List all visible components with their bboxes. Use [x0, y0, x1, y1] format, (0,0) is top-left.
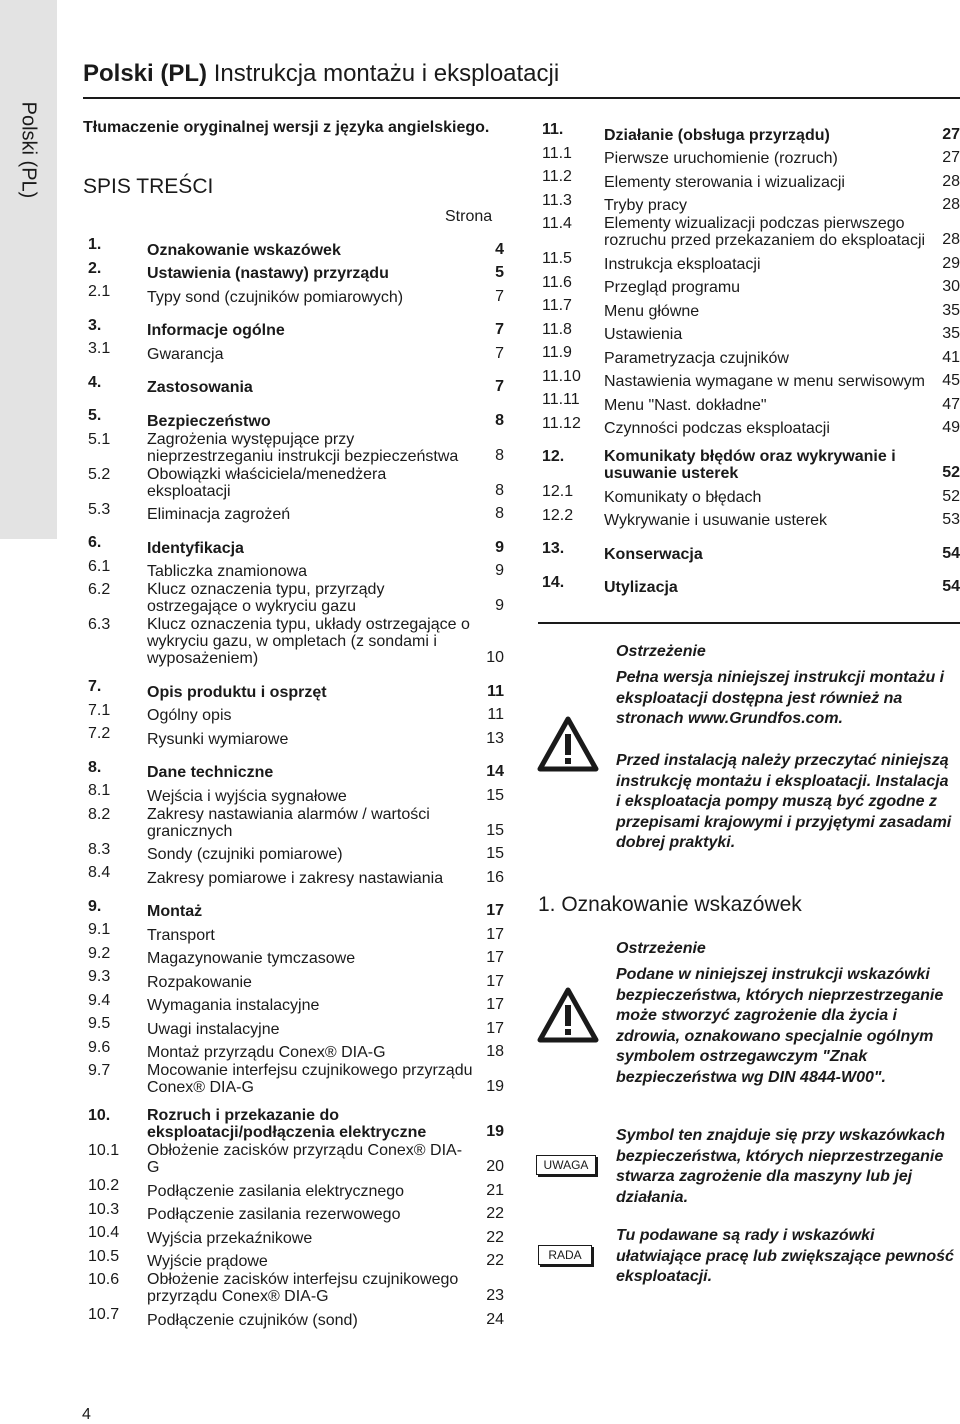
toc-entry-number: 3. [88, 316, 102, 334]
toc-entry[interactable] [542, 168, 960, 192]
toc-entry[interactable] [542, 121, 960, 145]
toc-entry-page: 35 [942, 325, 960, 342]
toc-entry-number: 9.3 [88, 968, 111, 985]
toc-entry-number: 5. [88, 407, 102, 424]
toc-entry-page: 15 [486, 786, 504, 804]
toc-entry-title: Czynności podczas eksploatacji [604, 420, 830, 437]
toc-entry[interactable] [88, 1201, 504, 1225]
toc-entry[interactable] [88, 1062, 504, 1097]
toc-entry-title: Zakresy nastawiania alarmów / wartości granicznych [147, 805, 430, 840]
toc-entry-title: Wejścia i wyjścia sygnałowe [147, 787, 347, 805]
toc-entry-title: Rozruch i przekazanie do eksploatacji/podłączenia elektryczne [147, 1107, 427, 1141]
toc-entry-page: 22 [486, 1228, 504, 1246]
toc-entry-page: 27 [942, 149, 960, 166]
toc-entry-title: Informacje ogólne [147, 322, 285, 339]
toc-entry-page: 9 [495, 538, 504, 556]
toc-entry-title: Menu główne [604, 302, 700, 320]
toc-entry-title: Utylizacja [604, 579, 678, 596]
toc-entry-title: Ustawienia [604, 326, 683, 343]
toc-entry[interactable] [542, 344, 960, 368]
toc-entry-title: Klucz oznaczenia typu, układy ostrzegające o wykryciu gazu, w ompletach (z sondami i wyposażeniem) [147, 616, 470, 667]
toc-entry-title: Nastawienia wymagane w menu serwisowym [604, 373, 926, 390]
toc-entry[interactable] [542, 215, 960, 250]
toc-entry-page: 45 [942, 372, 960, 389]
toc-entry-number: 9.1 [88, 921, 111, 938]
toc-entry-title: Typy sond (czujników pomiarowych) [147, 288, 404, 306]
toc-entry-title: Eliminacja zagrożeń [147, 506, 291, 523]
toc-entry-page: 28 [942, 172, 960, 190]
toc-entry-number: 5.1 [88, 430, 111, 448]
toc-entry[interactable] [542, 274, 960, 298]
toc-entry-title: Transport [147, 926, 215, 944]
page-title-language: Polski (PL) [83, 60, 208, 87]
toc-right-column [542, 121, 960, 597]
warning-triangle-icon [537, 716, 599, 772]
toc-entry-title: Instrukcja eksploatacji [604, 255, 761, 273]
toc-entry[interactable] [88, 702, 504, 726]
toc-entry[interactable] [88, 806, 504, 841]
toc-entry-page: 9 [495, 597, 504, 614]
toc-entry-title: Wykrywanie i usuwanie usterek [604, 512, 828, 529]
toc-entry[interactable] [542, 574, 960, 598]
toc-entry-title: Przegląd programu [604, 279, 741, 296]
toc-entry-title: Obłożenie zacisków interfejsu czujnikowego przyrządu Conex® DIA-G [147, 1271, 459, 1305]
toc-entry-title: Wymagania instalacyjne [147, 997, 320, 1014]
toc-entry-number: 11.9 [542, 344, 572, 361]
toc-entry-number: 12.2 [542, 506, 574, 524]
toc-entry-title: Pierwsze uruchomienie (rozruch) [604, 150, 838, 167]
toc-entry-title: Bezpieczeństwo [147, 412, 271, 430]
toc-entry-title: Ogólny opis [147, 707, 232, 724]
toc-entry-number: 9.5 [88, 1015, 111, 1032]
toc-entry[interactable] [542, 507, 960, 531]
toc-entry-page: 11 [487, 706, 504, 723]
toc-entry-number: 7. [88, 678, 102, 695]
toc-entry-page: 27 [942, 125, 960, 143]
toc-entry-page: 22 [486, 1205, 504, 1222]
toc-entry-number: 11.2 [542, 168, 572, 185]
toc-entry-title: Zastosowania [147, 379, 253, 396]
toc-entry[interactable] [88, 431, 504, 466]
page-number: 4 [82, 1406, 91, 1423]
toc-entry-number: 2.1 [88, 283, 111, 300]
toc-entry-number: 11.1 [542, 144, 572, 162]
toc-entry-number: 10.5 [88, 1247, 120, 1265]
toc-entry-title: Opis produktu i osprzęt [147, 683, 327, 701]
toc-entry[interactable] [88, 616, 504, 668]
toc-entry-page: 17 [486, 1019, 504, 1037]
toc-entry-page: 17 [486, 949, 504, 966]
toc-entry-page: 23 [486, 1287, 504, 1304]
toc-entry-number: 11.10 [542, 367, 581, 385]
toc-entry[interactable] [88, 466, 504, 501]
toc-entry-title: Konserwacja [604, 545, 703, 563]
toc-entry[interactable] [88, 968, 504, 992]
side-tab-label: Polski (PL) [17, 101, 40, 199]
rada-label: RADA [538, 1245, 592, 1265]
toc-entry[interactable] [88, 1306, 504, 1330]
toc-entry[interactable] [88, 1177, 504, 1201]
toc-entry[interactable] [542, 145, 960, 169]
toc-entry[interactable] [542, 297, 960, 321]
toc-entry-number: 9.7 [88, 1062, 111, 1079]
toc-entry-page: 16 [486, 868, 504, 886]
toc-entry-page: 20 [486, 1158, 504, 1175]
toc-entry-page: 19 [486, 1123, 504, 1140]
toc-entry-page: 21 [486, 1181, 504, 1199]
toc-entry-page: 49 [942, 419, 960, 436]
toc-entry-title: Zagrożenia występujące przy nieprzestrzeganiu instrukcji bezpieczeństwa [147, 430, 459, 465]
toc-entry[interactable] [542, 250, 960, 274]
toc-entry-title: Tryby pracy [604, 197, 687, 214]
toc-entry[interactable] [542, 540, 960, 564]
toc-entry[interactable] [542, 321, 960, 345]
toc-entry-title: Obłożenie zacisków przyrządu Conex® DIA-G [147, 1142, 463, 1176]
toc-entry-title: Elementy wizualizacji podczas pierwszego rozruchu przed przekazaniem do eksploatacji [604, 215, 926, 249]
toc-entry-number: 9. [88, 897, 102, 915]
toc-entry[interactable] [88, 945, 504, 969]
toc-entry-number: 10. [88, 1107, 111, 1124]
toc-entry-number: 9.4 [88, 991, 111, 1009]
toc-entry-page: 22 [486, 1252, 504, 1269]
toc-entry-title: Ustawienia (nastawy) przyrządu [147, 265, 389, 282]
toc-entry-title: Komunikaty o błędach [604, 488, 762, 506]
toc-entry[interactable] [88, 558, 504, 582]
toc-entry[interactable] [88, 1224, 504, 1248]
toc-entry[interactable] [88, 1142, 504, 1177]
toc-entry-title: Dane techniczne [147, 764, 274, 781]
toc-entry[interactable] [88, 581, 504, 616]
toc-entry-page: 18 [486, 1043, 504, 1060]
toc-entry-number: 9.2 [88, 944, 111, 962]
toc-entry[interactable] [88, 501, 504, 525]
toc-entry[interactable] [88, 782, 504, 806]
toc-entry-page: 17 [486, 925, 504, 943]
side-language-tab [0, 0, 57, 539]
toc-entry-page: 8 [495, 505, 504, 522]
toc-entry[interactable] [88, 407, 504, 431]
toc-entry-title: Rozpakowanie [147, 973, 252, 991]
toc-entry-page: 15 [486, 845, 504, 862]
toc-entry-page: 17 [486, 996, 504, 1013]
toc-entry-number: 3.1 [88, 340, 111, 357]
toc-entry-page: 24 [486, 1310, 504, 1328]
toc-entry-number: 5.2 [88, 465, 111, 483]
toc-entry-number: 10.6 [88, 1271, 120, 1288]
toc-entry[interactable] [88, 841, 504, 865]
warning-triangle-icon [537, 987, 599, 1043]
toc-entry-title: Wyjścia przekaźnikowe [147, 1229, 313, 1247]
title-rule [83, 97, 960, 99]
toc-entry[interactable] [88, 374, 504, 398]
toc-entry-number: 1. [88, 236, 102, 253]
toc-entry-title: Parametryzacja czujników [604, 349, 789, 367]
warning-text-fullversion: Pełna wersja niniejszej instrukcji montażu i eksploatacji dostępna jest również na stronach www.Grundfos.com. [616, 669, 945, 727]
toc-entry-page: 28 [942, 231, 960, 248]
page-column-header: Strona [445, 208, 493, 225]
toc-end-rule [538, 622, 960, 624]
toc-entry-number: 12.1 [542, 483, 574, 500]
toc-entry-title: Komunikaty błędów oraz wykrywanie i usuwanie usterek [604, 448, 896, 482]
toc-entry-number: 6. [88, 534, 102, 551]
toc-entry-page: 8 [495, 481, 504, 499]
section-heading: 1. Oznakowanie wskazówek [538, 893, 802, 916]
toc-entry-title: Magazynowanie tymczasowe [147, 950, 356, 967]
toc-entry[interactable] [88, 283, 504, 307]
toc-entry-number: 8.2 [88, 805, 111, 823]
toc-entry-number: 8. [88, 758, 102, 776]
toc-entry-number: 10.1 [88, 1142, 120, 1159]
toc-entry-number: 10.2 [88, 1177, 120, 1194]
uwaga-label: UWAGA [536, 1155, 596, 1175]
toc-entry-number: 11.11 [542, 391, 580, 408]
toc-entry-number: 8.3 [88, 840, 111, 858]
toc-entry-page: 15 [486, 821, 504, 839]
warning-text-safety: Podane w niniejszej instrukcji wskazówki bezpieczeństwa, których nieprzestrzeganie może stworzyć zagrożenie dla życia i zdrowia, oznakowano specjalnie ogólnym symbolem ostrzegawczym "Znak bezpieczeństwa wg DIN 4844-W00". [616, 966, 944, 1086]
toc-entry-number: 11.6 [542, 273, 572, 291]
toc-entry-number: 6.2 [88, 581, 111, 598]
toc-entry-page: 29 [942, 254, 960, 272]
toc-entry-page: 7 [495, 378, 504, 395]
toc-entry-page: 11 [487, 682, 504, 700]
toc-entry-page: 17 [486, 902, 504, 919]
toc-entry-number: 4. [88, 373, 102, 391]
toc-entry-page: 53 [942, 511, 960, 528]
toc-entry-title: Wyjście prądowe [147, 1253, 268, 1270]
toc-entry-page: 19 [486, 1078, 504, 1095]
toc-entry-title: Elementy sterowania i wizualizacji [604, 173, 845, 191]
toc-entry-page: 52 [942, 487, 960, 505]
toc-entry[interactable] [542, 192, 960, 216]
toc-entry-number: 7.2 [88, 725, 111, 742]
toc-entry-page: 4 [495, 240, 504, 258]
toc-left-column [88, 236, 504, 1330]
toc-entry-number: 8.4 [88, 864, 111, 881]
toc-entry-page: 7 [495, 287, 504, 305]
toc-entry[interactable] [88, 317, 504, 341]
toc-entry[interactable] [88, 921, 504, 945]
toc-entry-title: Działanie (obsługa przyrządu) [604, 126, 830, 144]
toc-entry-number: 5.3 [88, 500, 111, 518]
toc-entry-number: 14. [542, 573, 565, 591]
toc-entry[interactable] [88, 898, 504, 922]
toc-entry-number: 11. [542, 121, 564, 138]
toc-entry-title: Oznakowanie wskazówek [147, 241, 341, 259]
rada-text: Tu podawane są rady i wskazówki ułatwiające pracę lub zwiększające pewność eksploatacji. [616, 1227, 954, 1285]
toc-entry-title: Klucz oznaczenia typu, przyrządy ostrzegające o wykryciu gazu [147, 581, 385, 615]
toc-entry-page: 14 [486, 763, 504, 780]
toc-entry[interactable] [88, 864, 504, 888]
toc-entry-title: Rysunki wymiarowe [147, 730, 289, 748]
toc-entry-title: Identyfikacja [147, 539, 244, 557]
toc-entry[interactable] [88, 1271, 504, 1306]
uwaga-text: Symbol ten znajduje się przy wskazówkach bezpieczeństwa, których nieprzestrzeganie stwarza zagrożenie dla maszyny lub jej działania. [616, 1127, 945, 1206]
toc-entry[interactable] [88, 992, 504, 1016]
toc-entry-title: Zakresy pomiarowe i zakresy nastawiania [147, 869, 444, 887]
toc-entry[interactable] [88, 759, 504, 783]
warning-title: Ostrzeżenie [616, 643, 706, 660]
toc-entry-number: 9.6 [88, 1038, 111, 1056]
toc-entry-title: Montaż [147, 903, 203, 920]
toc-entry-page: 7 [495, 321, 504, 338]
toc-entry[interactable] [542, 415, 960, 439]
toc-entry[interactable] [542, 368, 960, 392]
toc-entry-page: 5 [495, 264, 504, 281]
toc-entry-number: 10.7 [88, 1306, 120, 1323]
toc-entry-number: 11.4 [542, 215, 572, 232]
toc-entry-number: 10.3 [88, 1200, 120, 1218]
toc-entry-page: 54 [942, 578, 960, 595]
toc-entry-title: Gwarancja [147, 345, 224, 363]
toc-entry-number: 13. [542, 540, 565, 557]
toc-entry[interactable] [88, 1107, 504, 1142]
toc-entry[interactable] [88, 340, 504, 364]
toc-entry[interactable] [88, 1015, 504, 1039]
page-title [83, 60, 559, 88]
warning-text-install: Przed instalacją należy przeczytać niniejszą instrukcję montażu i eksploatacji. Instalacja i eksploatacja pompy muszą być zgodne z przepisami krajowymi i przyjętymi zasadami dobrej praktyki. [616, 752, 952, 851]
toc-entry[interactable] [88, 236, 504, 260]
toc-entry-page: 41 [942, 348, 960, 366]
toc-entry-title: Sondy (czujniki pomiarowe) [147, 846, 343, 863]
toc-entry-page: 10 [486, 649, 504, 666]
toc-entry-page: 8 [495, 446, 504, 464]
toc-entry-number: 11.3 [542, 191, 572, 209]
toc-entry-page: 17 [486, 972, 504, 990]
toc-entry-number: 6.3 [88, 616, 111, 633]
toc-entry-page: 13 [486, 729, 504, 747]
toc-entry-page: 8 [495, 411, 504, 429]
toc-entry-page: 47 [942, 395, 960, 413]
toc-entry-page: 54 [942, 544, 960, 562]
toc-entry[interactable] [88, 725, 504, 749]
translation-note: Tłumaczenie oryginalnej wersji z języka angielskiego. [83, 119, 490, 136]
toc-entry-page: 35 [942, 301, 960, 319]
toc-entry-title: Montaż przyrządu Conex® DIA-G [147, 1044, 386, 1061]
toc-entry[interactable] [542, 448, 960, 483]
toc-entry-number: 10.4 [88, 1224, 120, 1241]
toc-entry-number: 12. [542, 448, 565, 465]
toc-entry-page: 52 [942, 464, 960, 481]
toc-entry-title: Menu "Nast. dokładne" [604, 396, 767, 414]
toc-entry-title: Podłączenie czujników (sond) [147, 1311, 358, 1329]
toc-entry-title: Podłączenie zasilania rezerwowego [147, 1206, 401, 1223]
toc-entry-number: 11.12 [542, 414, 581, 432]
toc-entry-title: Tabliczka znamionowa [147, 563, 308, 580]
toc-entry-page: 9 [495, 562, 504, 579]
warning-title: Ostrzeżenie [616, 940, 706, 957]
toc-entry-number: 2. [88, 259, 102, 277]
toc-entry[interactable] [542, 483, 960, 507]
toc-entry-number: 11.5 [542, 250, 572, 267]
toc-entry-number: 7.1 [88, 701, 111, 719]
toc-entry[interactable] [88, 260, 504, 284]
toc-entry-number: 6.1 [88, 557, 111, 575]
toc-entry-number: 11.8 [542, 320, 572, 338]
toc-entry[interactable] [542, 391, 960, 415]
toc-entry[interactable] [88, 1248, 504, 1272]
toc-entry-page: 7 [495, 344, 504, 362]
toc-entry[interactable] [88, 678, 504, 702]
toc-entry[interactable] [88, 534, 504, 558]
toc-entry-number: 11.7 [542, 297, 572, 314]
toc-entry-page: 30 [942, 278, 960, 295]
toc-entry-title: Obowiązki właściciela/menedżera eksploatacji [147, 465, 387, 500]
toc-entry-page: 28 [942, 196, 960, 213]
toc-heading: SPIS TREŚCI [83, 175, 214, 198]
toc-entry-title: Mocowanie interfejsu czujnikowego przyrządu Conex® DIA-G [147, 1062, 473, 1096]
toc-entry-title: Uwagi instalacyjne [147, 1020, 280, 1038]
toc-entry[interactable] [88, 1039, 504, 1063]
toc-entry-number: 8.1 [88, 782, 111, 799]
toc-entry-title: Podłączenie zasilania elektrycznego [147, 1182, 405, 1200]
page-title-text: Instrukcja montażu i eksploatacji [207, 60, 560, 87]
